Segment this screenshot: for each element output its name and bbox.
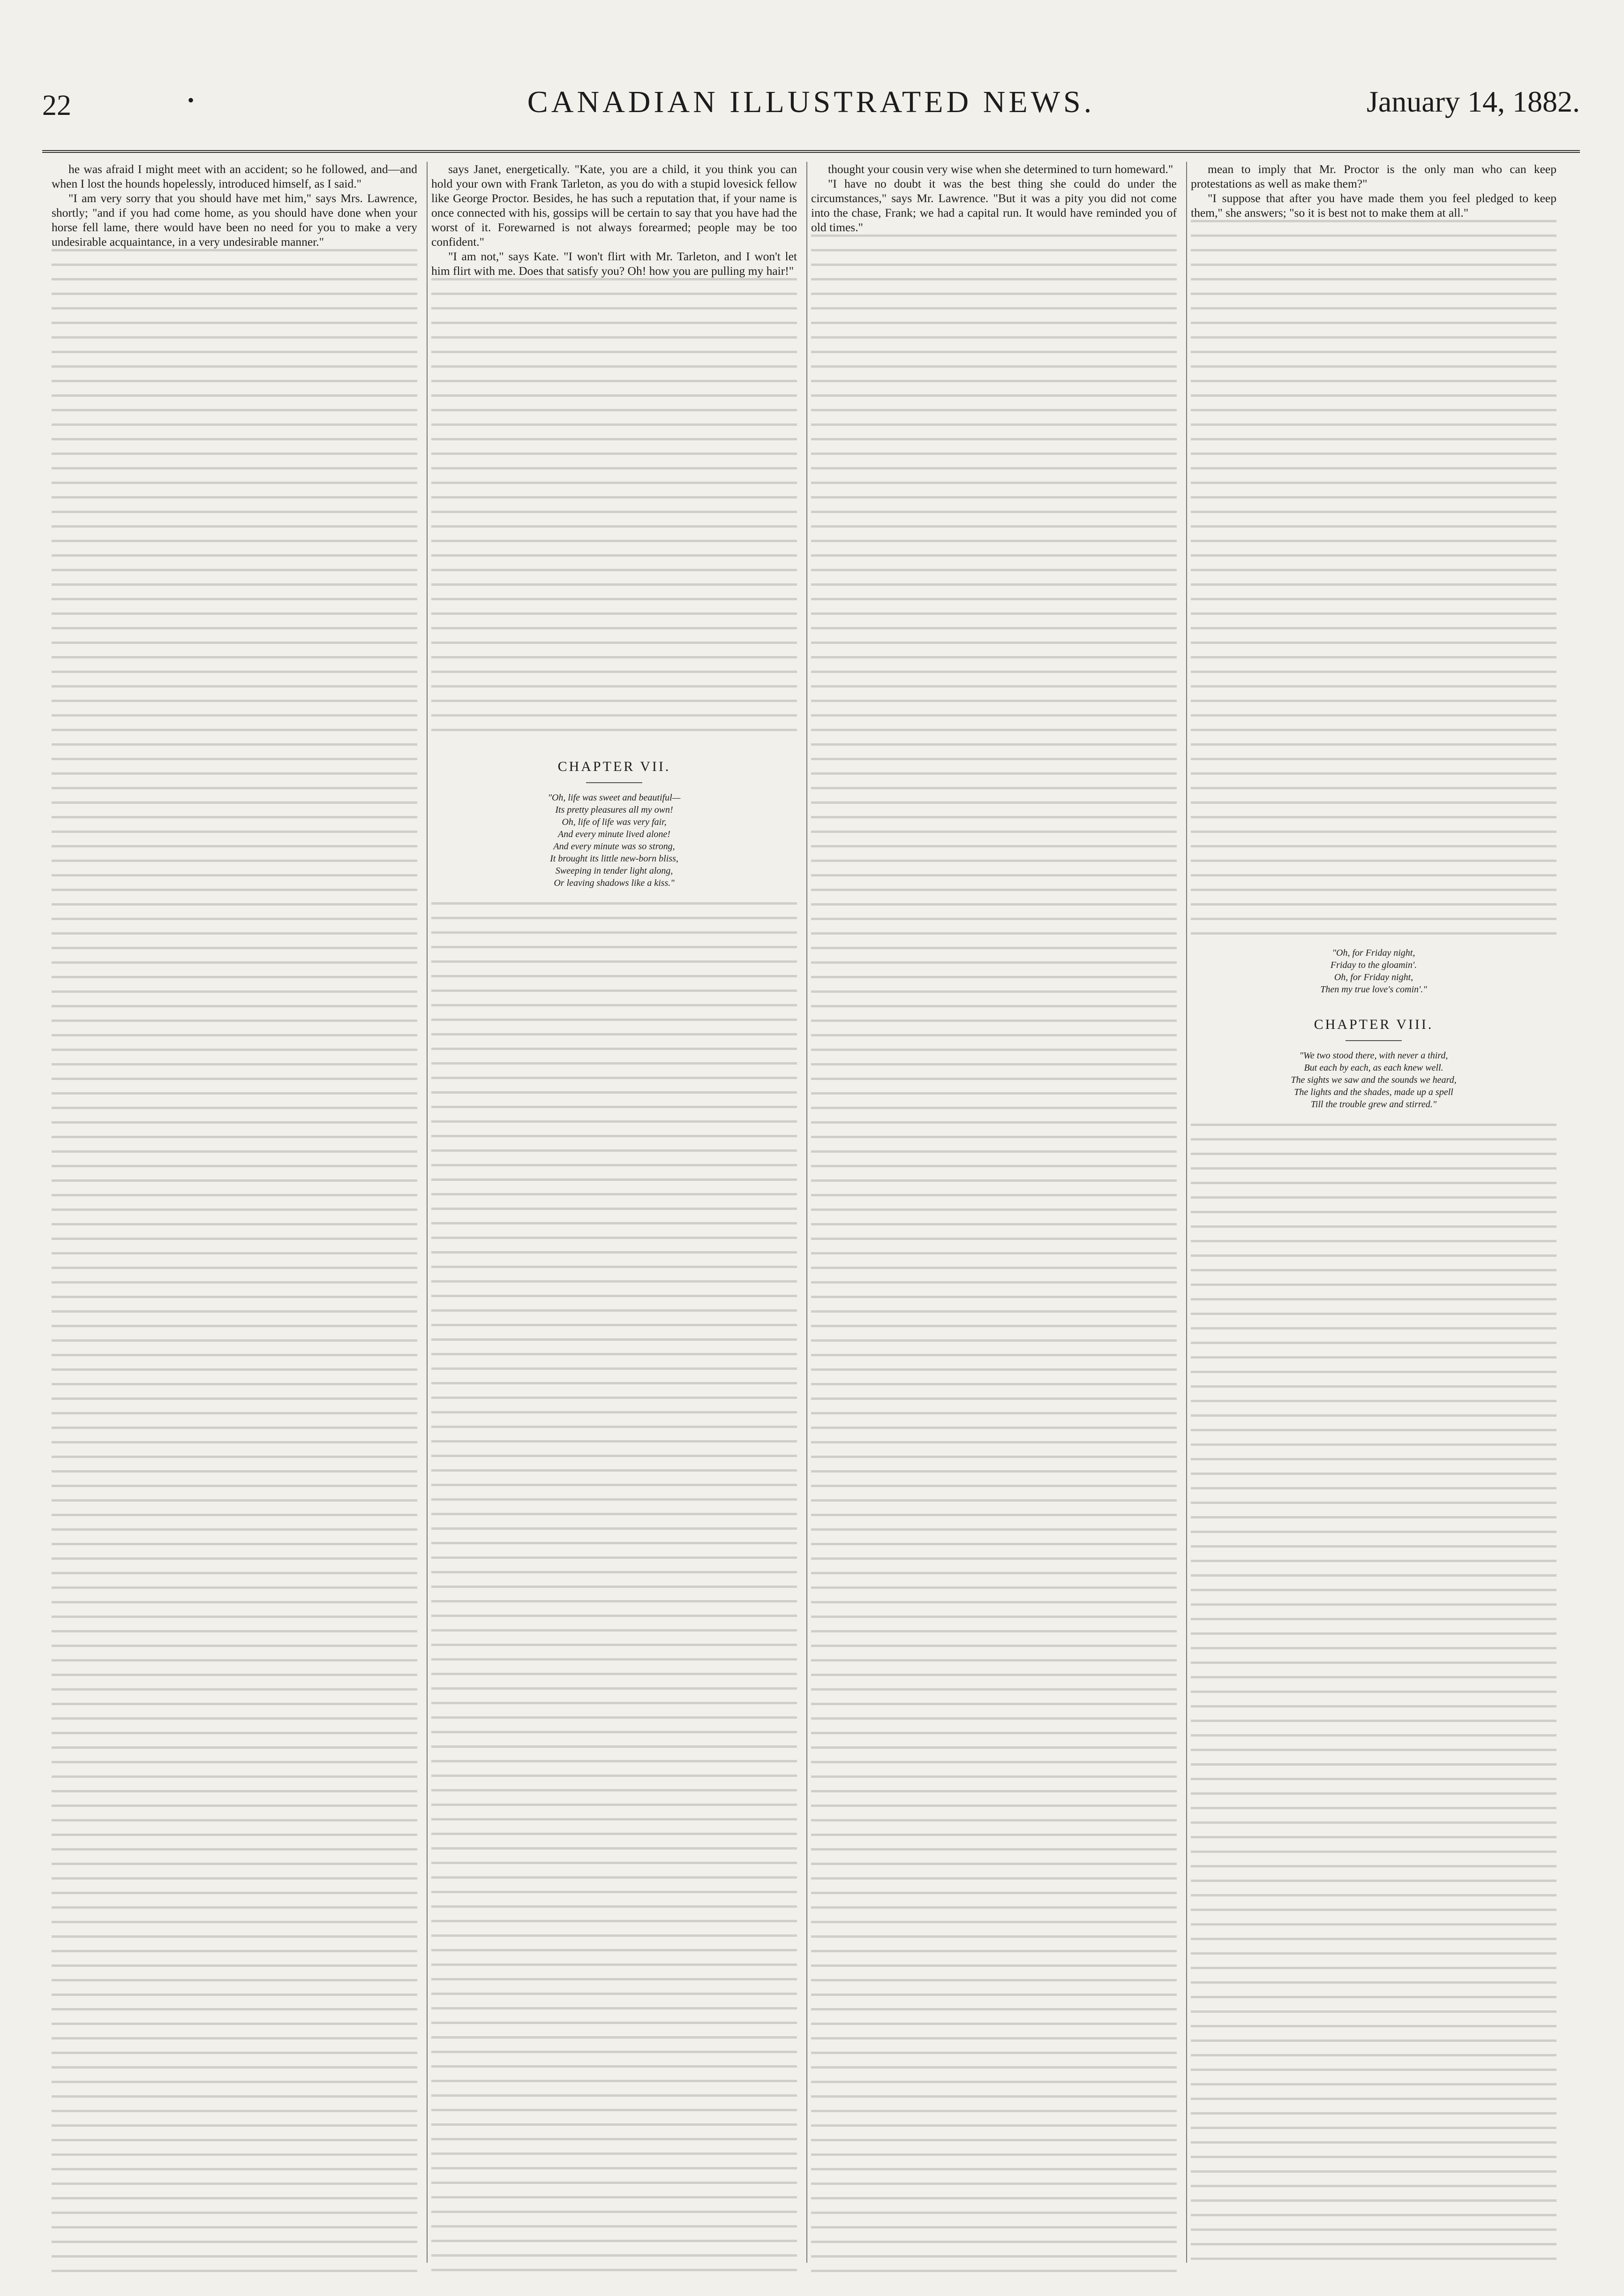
verse-line: And every minute was so strong, [553,841,675,852]
page-number: 22 [42,90,71,121]
chapter-8-heading: CHAPTER VIII. [1314,1017,1434,1032]
paragraph: thought your cousin very wise when she determined to turn homeward." [828,162,1173,176]
issue-date: January 14, 1882. [1366,85,1580,118]
verse-line: Oh, life of life was very fair, [562,817,667,827]
chapter-7-heading: CHAPTER VII. [557,759,671,774]
text-block [1191,1124,1556,2272]
column-4 [1191,162,1556,2272]
verse-line: Its pretty pleasures all my own! [555,805,673,815]
paragraph: "I have no doubt it was the best thing she could do under the circumstances," says Mr. Lawrence. "But it was a pity you did not come into the chase, Frank; we had a capital run. It would have reminded you of old times." [811,177,1177,234]
column-2 [431,162,797,2272]
header-rule [42,150,1580,153]
verse-line: Oh, for Friday night, [1334,972,1413,982]
column-divider [427,162,428,2263]
paragraph: says Janet, energetically. "Kate, you are a child, it you think you can hold your own with Frank Tarleton, as you do with a stupid lovesick fellow like George Proctor. Besides, he has such a reputation that, if your name is once connected with his, gossips will be certain to say that you have had the worst of it. Forewarned is not always forearmed; people may be too confident." [431,162,797,249]
verse-line: Then my true love's comin'." [1320,984,1427,995]
verse-line: "We two stood there, with never a third, [1299,1050,1448,1061]
column-divider [1186,162,1187,2263]
paragraph: "I am very sorry that you should have met him," says Mrs. Lawrence, shortly; "and if you had come home, as you should have done when your horse fell lame, there would have been no need for you to make a very undesirable acquaintance, in a very undesirable manner." [52,191,417,249]
verse-line: But each by each, as each knew well. [1304,1063,1444,1073]
song-verse [1191,947,1556,996]
verse-line: Till the trouble grew and stirred." [1310,1099,1437,1110]
verse-line: It brought its little new-born bliss, [550,853,678,864]
chapter-rule [586,782,642,783]
verse-line: The sights we saw and the sounds we heard, [1291,1075,1457,1085]
text-block [1191,220,1556,947]
masthead: CANADIAN ILLUSTRATED NEWS. [527,85,1095,119]
paragraph: he was afraid I might meet with an accident; so he followed, and—and when I lost the hounds hopelessly, introduced himself, as I said." [52,162,417,190]
chapter-8-verse [1191,1050,1556,1110]
column-1 [52,162,417,2272]
text-block [811,234,1177,2272]
column-divider [806,162,807,2263]
paragraph: mean to imply that Mr. Proctor is the only man who can keep protestations as well as make them?" [1191,162,1556,190]
text-block [431,278,797,738]
text-block [431,902,797,2272]
text-block [52,249,417,2272]
verse-line: And every minute lived alone! [558,829,670,839]
chapter-7-verse [431,792,797,889]
verse-line: The lights and the shades, made up a spell [1294,1087,1453,1097]
chapter-rule [1346,1040,1402,1041]
verse-line: "Oh, life was sweet and beautiful— [548,793,681,803]
page-header [42,70,1580,136]
verse-line: "Oh, for Friday night, [1332,948,1415,958]
paragraph: "I suppose that after you have made them you feel pledged to keep them," she answers; "so it is best not to make them at all." [1191,191,1556,219]
verse-line: Or leaving shadows like a kiss." [554,878,675,888]
verse-line: Friday to the gloamin'. [1330,960,1417,970]
paragraph: "I am not," says Kate. "I won't flirt with Mr. Tarleton, and I won't let him flirt with me. Does that satisfy you? Oh! how you are pulling my hair!" [431,249,797,278]
verse-line: Sweeping in tender light along, [555,866,673,876]
header-bullet: • [188,90,195,111]
column-3 [811,162,1177,2272]
